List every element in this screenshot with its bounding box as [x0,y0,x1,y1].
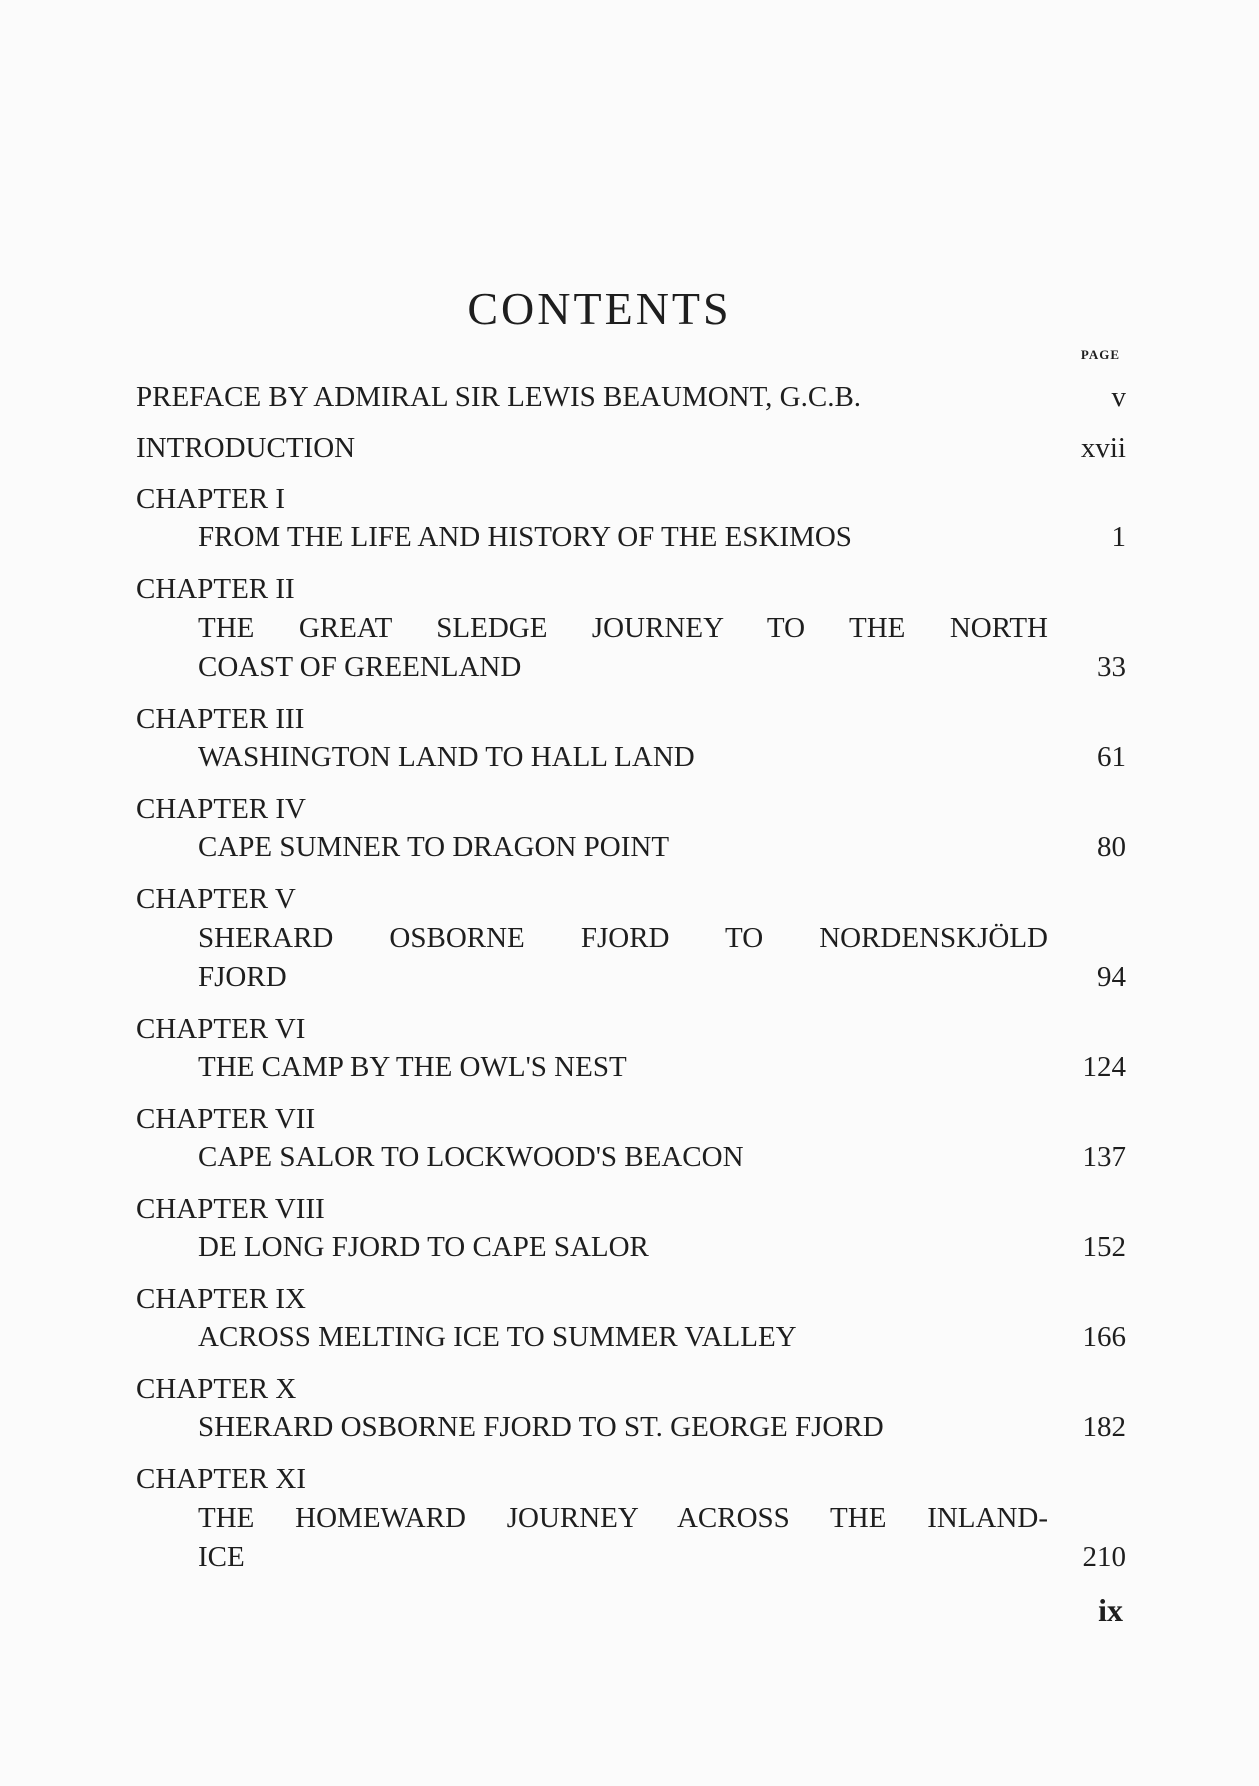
chapter-page: 61 [1097,741,1126,773]
chapter-label: CHAPTER VI [136,1013,306,1045]
chapter-page: 166 [1082,1321,1126,1353]
toc-chapter-3 [136,700,1126,776]
chapter-title: FROM THE LIFE AND HISTORY OF THE ESKIMOS [198,521,852,553]
toc-chapter-4 [136,790,1126,866]
chapter-title-line [136,1538,1126,1576]
chapter-label: CHAPTER VII [136,1103,316,1135]
chapter-label: CHAPTER VIII [136,1193,325,1225]
toc-chapter-1 [136,480,1126,556]
chapter-title: THE HOMEWARD JOURNEY ACROSS THE INLAND- [198,1502,1048,1534]
chapter-page: 137 [1082,1141,1126,1173]
chapter-title: THE CAMP BY THE OWL'S NEST [198,1051,627,1083]
chapter-page: 94 [1097,961,1126,993]
chapter-label: CHAPTER I [136,483,286,515]
chapter-title: DE LONG FJORD TO CAPE SALOR [198,1231,649,1263]
chapter-label: CHAPTER III [136,703,305,735]
chapter-page: 33 [1097,651,1126,683]
chapter-page: 1 [1111,521,1126,553]
toc-chapter-5 [136,880,1126,996]
chapter-title-line [136,648,1126,686]
chapter-title-line [136,1138,1126,1176]
toc-chapter-7 [136,1100,1126,1176]
toc-entry-title: INTRODUCTION [136,432,356,464]
chapter-page: 152 [1082,1231,1126,1263]
chapter-title: CAPE SALOR TO LOCKWOOD'S BEACON [198,1141,744,1173]
toc-entry-preface [136,378,1126,416]
chapter-label: CHAPTER IX [136,1283,306,1315]
toc-chapter-11 [136,1460,1126,1576]
chapter-title: SHERARD OSBORNE FJORD TO ST. GEORGE FJORD [198,1411,884,1443]
chapter-label: CHAPTER XI [136,1463,306,1495]
chapter-title-line [136,518,1126,556]
chapter-label: CHAPTER IV [136,793,306,825]
page-column-label: PAGE [1080,347,1120,362]
chapter-label: CHAPTER X [136,1373,297,1405]
chapter-page: 80 [1097,831,1126,863]
chapter-page: 210 [1082,1541,1126,1573]
chapter-title-line [136,1408,1126,1446]
toc-chapter-9 [136,1280,1126,1356]
chapter-title-line [136,828,1126,866]
chapter-label: CHAPTER II [136,573,295,605]
chapter-title: CAPE SUMNER TO DRAGON POINT [198,831,670,863]
chapter-title: THE GREAT SLEDGE JOURNEY TO THE NORTH [198,612,1048,644]
chapter-page: 182 [1082,1411,1126,1443]
chapter-title: WASHINGTON LAND TO HALL LAND [198,741,695,773]
toc-entry-introduction [136,429,1126,467]
chapter-label: CHAPTER V [136,883,296,915]
toc-entry-page: xvii [1080,432,1126,464]
toc-chapter-10 [136,1370,1126,1446]
chapter-page: 124 [1082,1051,1126,1083]
chapter-title: SHERARD OSBORNE FJORD TO NORDENSKJÖLD [198,922,1048,954]
toc-chapter-6 [136,1010,1126,1086]
toc-chapter-2 [136,570,1126,686]
chapter-title-line [136,958,1126,996]
page-title: CONTENTS [467,283,732,334]
chapter-title-continued: COAST OF GREENLAND [198,651,522,683]
toc-entry-page: v [1111,381,1126,413]
chapter-title: ACROSS MELTING ICE TO SUMMER VALLEY [198,1321,797,1353]
chapter-title-continued: ICE [198,1541,245,1573]
chapter-title-line [136,1228,1126,1266]
chapter-title-continued: FJORD [198,961,287,993]
chapter-title-line [136,1318,1126,1356]
chapter-title-line [136,1048,1126,1086]
toc-entry-title: PREFACE BY ADMIRAL SIR LEWIS BEAUMONT, G.C.B. [136,381,862,413]
table-of-contents [136,378,1126,1590]
toc-chapter-8 [136,1190,1126,1266]
chapter-title-line [136,738,1126,776]
page-folio: ix [1098,1592,1123,1628]
